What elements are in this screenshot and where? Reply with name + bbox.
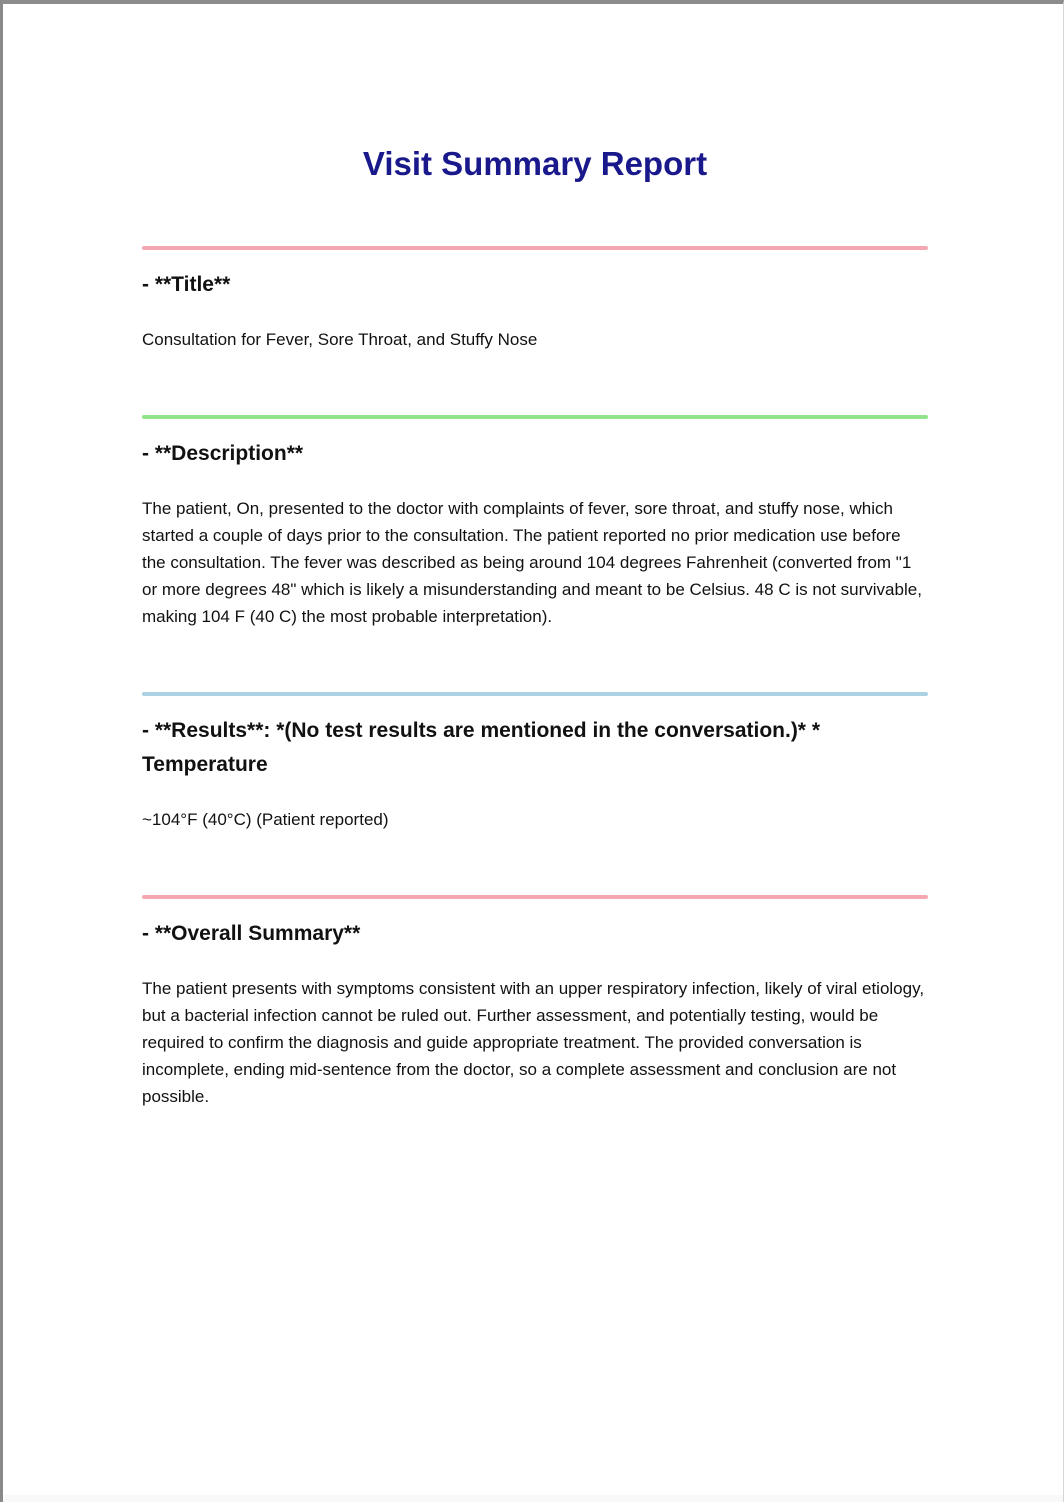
report-section [142, 692, 928, 833]
section-heading: - **Title** [142, 273, 231, 296]
section-divider [142, 895, 928, 899]
section-body: The patient presents with symptoms consistent with an upper respiratory infection, likely of viral etiology, but a bacterial infection cannot be ruled out. Further assessment, and potentially testing, would be required to confirm the diagnosis and guide appropriate treatment. The provided conversation is incomplete, ending mid-sentence from the doctor, so a complete assessment and conclusion are not possible. [142, 979, 925, 1106]
section-divider [142, 692, 928, 696]
page-title: Visit Summary Report [362, 145, 708, 182]
report-section [142, 246, 928, 353]
section-body: ~104°F (40°C) (Patient reported) [142, 810, 389, 829]
section-heading: - **Overall Summary** [142, 922, 361, 945]
section-heading: - **Results**: *(No test results are mentioned in the conversation.)* * Temperature [142, 719, 820, 776]
report-content [142, 144, 928, 1110]
report-section [142, 415, 928, 630]
report-section [142, 895, 928, 1110]
section-heading: - **Description** [142, 442, 304, 465]
section-divider [142, 246, 928, 250]
section-body: The patient, On, presented to the doctor with complaints of fever, sore throat, and stuffy nose, which started a couple of days prior to the consultation. The patient reported no prior medication use before the consultation. The fever was described as being around 104 degrees Fahrenheit (converted from "1 or more degrees 48" which is likely a misunderstanding and meant to be Celsius. 48 C is not survivable, making 104 F (40 C) the most probable interpretation). [142, 499, 922, 626]
section-body: Consultation for Fever, Sore Throat, and Stuffy Nose [142, 330, 538, 349]
sections [142, 246, 928, 1110]
section-divider [142, 415, 928, 419]
page-bottom-edge [3, 1495, 1063, 1502]
